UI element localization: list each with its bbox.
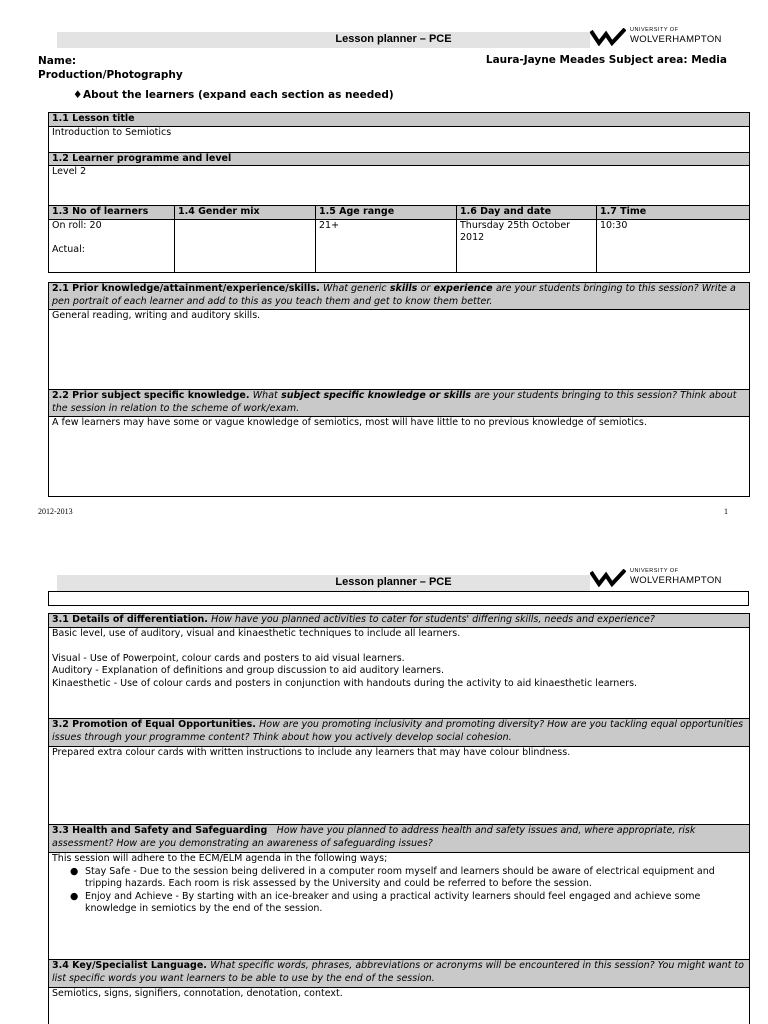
lesson-title-label: 1.1 Lesson title — [49, 113, 750, 127]
equal-opps-label: 3.2 Promotion of Equal Opportunities. — [52, 719, 256, 730]
bullet-icon: ● — [70, 865, 79, 877]
learner-table — [48, 112, 750, 273]
subject-knowledge-label: 2.2 Prior subject specific knowledge. — [52, 390, 250, 401]
logo-line-2: WOLVERHAMPTON — [630, 34, 722, 45]
differentiation-header — [49, 614, 750, 628]
differentiation-line-1: Basic level, use of auditory, visual and kinaesthetic techniques to include all learners. — [52, 628, 461, 639]
name-label: Name: — [38, 55, 77, 67]
health-safety-intro: This session will adhere to the ECM/ELM agenda in the following ways; — [52, 853, 388, 864]
list-item-text: Stay Safe - Due to the session being delivered in a computer room myself and learners should be aware of electrical equipment and tripping hazards. Each room is risk assessed by the University and could be referred to before the session. — [85, 865, 715, 889]
key-language-label: 3.4 Key/Specialist Language. — [52, 960, 207, 971]
day-date-label: 1.6 Day and date — [457, 206, 597, 220]
on-roll-text: On roll: 20 — [52, 219, 102, 231]
logo-line-2: WOLVERHAMPTON — [630, 575, 722, 586]
equal-opps-answer[interactable]: Prepared extra colour cards with written instructions to include any learners that may have colour blindness. — [49, 747, 750, 825]
health-safety-list — [52, 866, 746, 916]
blank-field[interactable] — [48, 591, 749, 606]
differentiation-line-2: Visual - Use of Powerpoint, colour cards and posters to aid visual learners. — [52, 652, 405, 664]
subject-knowledge-q1: What — [252, 390, 278, 401]
footer-page-number: 1 — [724, 507, 728, 516]
differentiation-line-4: Kinaesthetic - Use of colour cards and posters in conjunction with handouts during the activity to aid kinaesthetic learners. — [52, 677, 638, 689]
planning-table — [48, 613, 750, 1024]
prior-knowledge-header — [49, 283, 750, 310]
no-learners-value[interactable] — [49, 219, 175, 272]
lesson-title-value[interactable]: Introduction to Semiotics — [49, 126, 750, 152]
footer-year: 2012-2013 — [38, 507, 73, 516]
differentiation-line-3: Auditory - Explanation of definitions and group discussion to aid auditory learners. — [52, 665, 444, 676]
health-safety-label: 3.3 Health and Safety and Safeguarding — [52, 825, 268, 836]
university-logo-icon — [590, 26, 730, 52]
name-block — [38, 54, 183, 82]
key-language-header — [49, 960, 750, 988]
differentiation-question: How have you planned activities to cater for students' differing skills, needs and experience? — [211, 614, 655, 625]
diamond-bullet-icon: ♦ — [73, 89, 83, 101]
health-safety-header — [49, 825, 750, 853]
logo-mark-icon — [590, 569, 626, 587]
health-safety-answer[interactable] — [49, 853, 750, 960]
prior-knowledge-q2: skills — [389, 283, 418, 294]
age-range-value[interactable]: 21+ — [316, 219, 457, 272]
section-heading-text: About the learners (expand each section as needed) — [83, 89, 394, 101]
logo-line-1: UNIVERSITY OF — [630, 27, 679, 33]
time-value[interactable]: 10:30 — [597, 219, 750, 272]
time-label: 1.7 Time — [597, 206, 750, 220]
prior-knowledge-q5: are your students bringing to this session? Write a pen portrait of each learner and add to this as you teach them and get to know them better. — [52, 283, 736, 307]
day-date-value[interactable]: Thursday 25th October 2012 — [457, 219, 597, 272]
section-heading — [73, 89, 394, 101]
list-item — [52, 891, 746, 916]
prior-knowledge-answer[interactable]: General reading, writing and auditory skills. — [49, 310, 750, 390]
gender-mix-label: 1.4 Gender mix — [175, 206, 316, 220]
gender-mix-value[interactable] — [175, 219, 316, 272]
subject-knowledge-q2: subject specific knowledge or skills — [281, 390, 472, 401]
age-range-label: 1.5 Age range — [316, 206, 457, 220]
list-item — [52, 866, 746, 891]
equal-opps-header — [49, 719, 750, 747]
subject-knowledge-q3: are your students bringing to this session? Think about the session in relation to the scheme of work/exam. — [52, 390, 737, 414]
prior-knowledge-table — [48, 282, 750, 497]
name-subject: Laura-Jayne Meades Subject area: Media — [485, 54, 727, 66]
logo-mark-icon — [590, 28, 626, 46]
prior-knowledge-q3: or — [420, 283, 431, 294]
logo-line-1: UNIVERSITY OF — [630, 568, 679, 574]
name-continuation: Production/Photography — [38, 69, 183, 81]
subject-knowledge-answer[interactable]: A few learners may have some or vague knowledge of semiotics, most will have little to no previous knowledge of semiotics. — [49, 417, 750, 497]
programme-value[interactable]: Level 2 — [49, 166, 750, 206]
differentiation-label: 3.1 Details of differentiation. — [52, 614, 208, 625]
subject-knowledge-header — [49, 390, 750, 417]
prior-knowledge-q4: experience — [433, 283, 493, 294]
university-logo-icon — [590, 567, 730, 593]
no-learners-label: 1.3 No of learners — [49, 206, 175, 220]
page-title: Lesson planner – PCE — [335, 33, 452, 45]
key-language-answer[interactable]: Semiotics, signs, signifiers, connotation, denotation, context. — [49, 988, 750, 1024]
page-title-2: Lesson planner – PCE — [335, 576, 452, 588]
programme-label: 1.2 Learner programme and level — [49, 152, 750, 166]
list-item-text: Enjoy and Achieve - By starting with an ice-breaker and using a practical activity learners should feel engaged and achieve some knowledge in semiotics by the end of the session. — [85, 890, 701, 914]
health-safety-question: How have you planned to address health and safety issues and, where appropriate, risk assessment? How are you demonstrating an awareness of safeguarding issues? — [52, 825, 696, 849]
bullet-icon: ● — [70, 890, 79, 902]
prior-knowledge-label: 2.1 Prior knowledge/attainment/experience/skills. — [52, 283, 320, 294]
differentiation-answer[interactable] — [49, 628, 750, 719]
prior-knowledge-q1: What generic — [323, 283, 387, 294]
actual-text: Actual: — [52, 244, 85, 255]
equal-opps-question: How are you promoting inclusivity and promoting diversity? How are you tackling equal opportunities issues through your programme content? Think about how you actively develop social cohesion. — [52, 719, 744, 743]
key-language-question: What specific words, phrases, abbreviations or acronyms will be encountered in this session? You might want to list specific words you want learners to be able to use by the end of the session. — [52, 960, 744, 984]
